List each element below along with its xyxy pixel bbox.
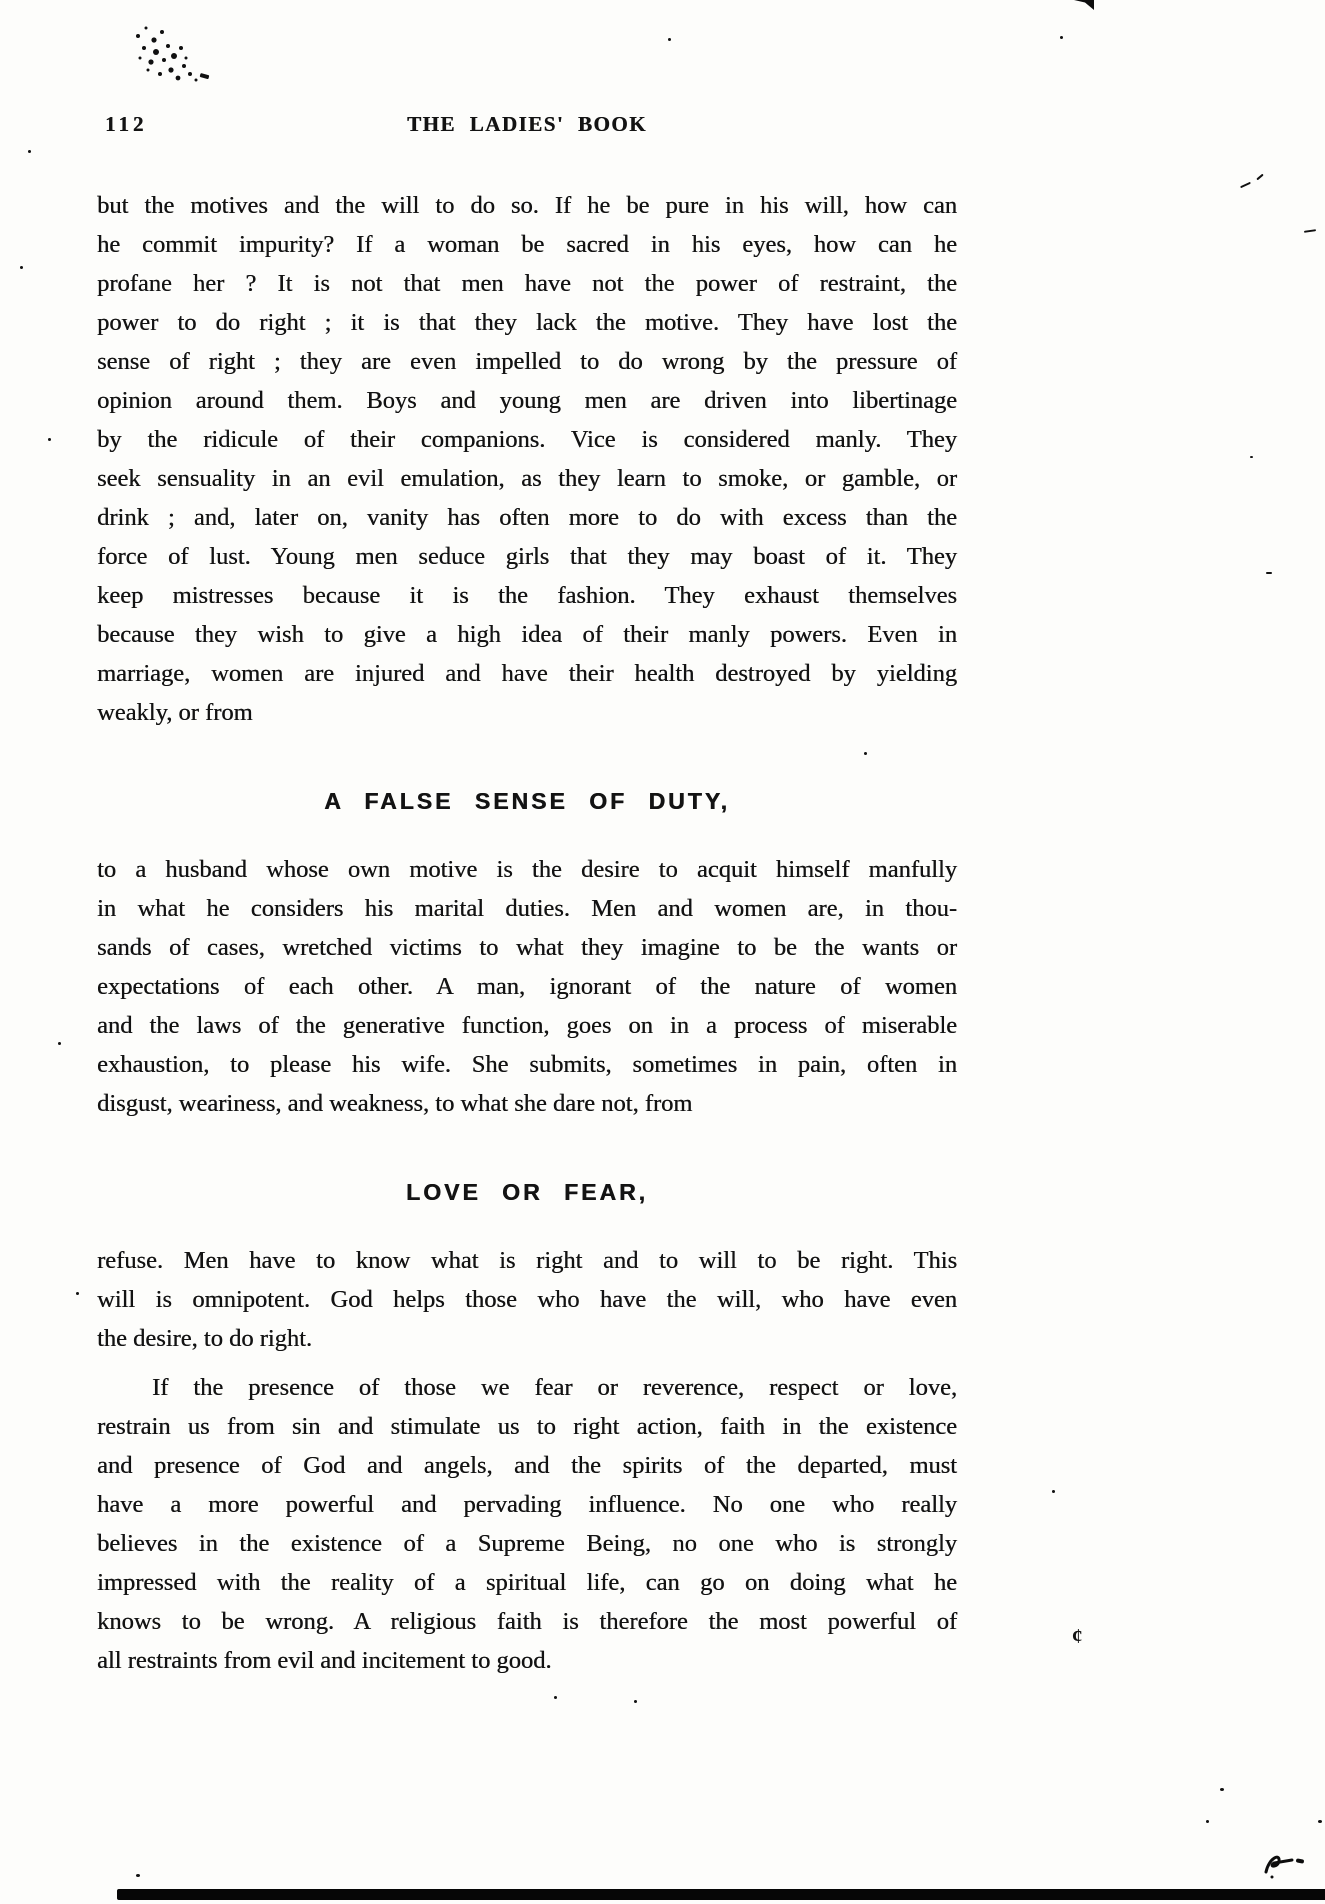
- paragraph: [97, 186, 957, 732]
- ink-speck: [48, 438, 51, 441]
- ink-speck: [1304, 229, 1316, 233]
- section-heading: A FALSE SENSE OF DUTY,: [324, 788, 730, 814]
- ink-splatter: [126, 18, 222, 94]
- ink-speck: [634, 1700, 637, 1703]
- scan-edge-bar: [117, 1889, 1325, 1900]
- text-line: expectations of each other. A man, ignorant of the nature of women: [97, 973, 957, 1000]
- ink-speck: [1052, 1490, 1055, 1493]
- ink-speck: [20, 266, 23, 269]
- text-line: have a more powerful and pervading influence. No one who really: [97, 1491, 957, 1518]
- paragraph: [97, 1368, 957, 1680]
- ink-speck: [1240, 182, 1251, 188]
- running-title: THE LADIES' BOOK: [407, 112, 647, 136]
- text-line: force of lust. Young men seduce girls that they may boast of it. They: [97, 543, 957, 570]
- scan-edge-mark: [1074, 0, 1094, 10]
- text-line: drink ; and, later on, vanity has often more to do with excess than the: [97, 504, 957, 531]
- text-line: because they wish to give a high idea of their manly powers. Even in: [97, 621, 957, 648]
- ink-speck: [554, 1696, 557, 1699]
- text-line: If the presence of those we fear or reverence, respect or love,: [152, 1374, 957, 1401]
- text-line: he commit impurity? If a woman be sacred in his eyes, how can he: [97, 231, 957, 258]
- text-line: will is omnipotent. God helps those who have the will, who have even: [97, 1286, 957, 1313]
- text-line: and the laws of the generative function, goes on in a process of miserable: [97, 1012, 957, 1039]
- text-line: sense of right ; they are even impelled to do wrong by the pressure of: [97, 348, 957, 375]
- ink-speck: [58, 1042, 61, 1045]
- text-line: but the motives and the will to do so. If he be pure in his will, how can: [97, 192, 957, 219]
- text-line: and presence of God and angels, and the spirits of the departed, must: [97, 1452, 957, 1479]
- text-line: knows to be wrong. A religious faith is therefore the most powerful of: [97, 1608, 957, 1635]
- text-line: opinion around them. Boys and young men are driven into libertinage: [97, 387, 957, 414]
- text-line: weakly, or from: [97, 699, 253, 726]
- text-line: believes in the existence of a Supreme Being, no one who is strongly: [97, 1530, 957, 1557]
- text-line: disgust, weariness, and weakness, to what she dare not, from: [97, 1090, 693, 1117]
- ink-speck: [1256, 174, 1263, 181]
- ink-speck: [1250, 456, 1253, 458]
- stray-ink-mark: ¢: [1072, 1624, 1083, 1648]
- ink-speck: [136, 1874, 140, 1877]
- text-line: restrain us from sin and stimulate us to right action, faith in the existence: [97, 1413, 957, 1440]
- pen-squiggle: [1262, 1850, 1318, 1880]
- text-line: to a husband whose own motive is the desire to acquit himself manfully: [97, 856, 957, 883]
- ink-speck: [668, 38, 671, 41]
- paragraph: [97, 1241, 957, 1358]
- text-line: impressed with the reality of a spiritual life, can go on doing what he: [97, 1569, 957, 1596]
- ink-speck: [1220, 1788, 1224, 1791]
- ink-speck: [1266, 572, 1272, 574]
- text-line: all restraints from evil and incitement to good.: [97, 1647, 552, 1674]
- text-line: seek sensuality in an evil emulation, as they learn to smoke, or gamble, or: [97, 465, 957, 492]
- ink-speck: [1206, 1820, 1209, 1823]
- running-head: [97, 112, 957, 146]
- text-line: power to do right ; it is that they lack the motive. They have lost the: [97, 309, 957, 336]
- text-line: keep mistresses because it is the fashion. They exhaust themselves: [97, 582, 957, 609]
- page-number: 112: [105, 112, 148, 136]
- ink-speck: [1060, 36, 1063, 39]
- text-line: profane her ? It is not that men have not the power of restraint, the: [97, 270, 957, 297]
- ink-speck: [76, 1292, 79, 1295]
- text-line: the desire, to do right.: [97, 1325, 313, 1352]
- text-line: exhaustion, to please his wife. She submits, sometimes in pain, often in: [97, 1051, 957, 1078]
- ink-speck: [1318, 1820, 1322, 1823]
- text-line: marriage, women are injured and have their health destroyed by yielding: [97, 660, 957, 687]
- section-heading: LOVE OR FEAR,: [406, 1179, 648, 1205]
- ink-speck: [864, 752, 867, 755]
- text-line: sands of cases, wretched victims to what they imagine to be the wants or: [97, 934, 957, 961]
- paragraph: [97, 850, 957, 1123]
- ink-speck: [28, 150, 31, 153]
- text-line: in what he considers his marital duties. Men and women are, in thou-: [97, 895, 957, 922]
- text-line: by the ridicule of their companions. Vice is considered manly. They: [97, 426, 957, 453]
- text-line: refuse. Men have to know what is right and to will to be right. This: [97, 1247, 957, 1274]
- page-body: [97, 186, 957, 1680]
